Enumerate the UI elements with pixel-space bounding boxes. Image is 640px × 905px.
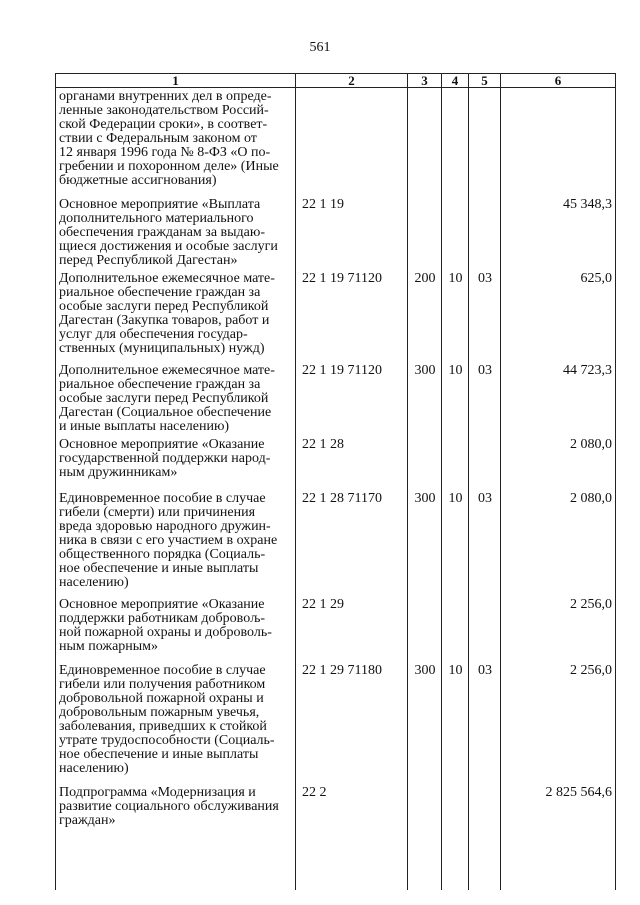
row-section-text: 10: [448, 662, 463, 678]
row-name-cell: [56, 434, 296, 488]
header-row: [56, 74, 616, 88]
row-subsection-text: 03: [478, 362, 492, 378]
row-section-cell: [442, 594, 469, 660]
filler-cell: [56, 866, 296, 890]
column-header-4: 4: [442, 74, 469, 88]
row-section-cell: [442, 268, 469, 360]
row-name-cell: [56, 488, 296, 594]
row-amount-cell: [501, 434, 616, 488]
row-code-cell: [296, 434, 408, 488]
row-name-text: Основное мероприятие «Выплата дополнительного материального обеспечения гражданам за выдаю- щиеся достижения и особые заслуги перед Республикой Дагестан»: [59, 196, 278, 268]
row-expense-type-text: 300: [414, 662, 436, 678]
row-amount-cell: [501, 88, 616, 194]
column-header-6: 6: [501, 74, 616, 88]
row-amount-cell: [501, 268, 616, 360]
row-section-text: 10: [448, 270, 463, 286]
row-name-cell: [56, 782, 296, 866]
row-code-text: 22 1 29 71180: [302, 662, 382, 678]
row-code-text: 22 1 28 71170: [302, 490, 382, 506]
row-section-text: 10: [448, 490, 463, 506]
table-body: [56, 88, 616, 890]
row-amount-cell: [501, 594, 616, 660]
row-name-text: Основное мероприятие «Оказание поддержки работникам добровољ- ной пожарной охраны и доброволь- ным пожарным»: [59, 596, 272, 654]
row-expense-type-cell: [408, 360, 442, 434]
row-name-cell: [56, 268, 296, 360]
row-code-cell: [296, 268, 408, 360]
row-section-cell: [442, 434, 469, 488]
row-name-text: Дополнительное ежемесячное мате- риальное обеспечение граждан за особые заслуги перед Республикой Дагестан (Социальное обеспечение и иные выплаты населению): [59, 362, 275, 434]
row-amount-text: 625,0: [580, 270, 612, 286]
column-header-5: 5: [469, 74, 501, 88]
row-name-text: Единовременное пособие в случае гибели (смерти) или причинения вреда здоровью народного дружин- ника в связи с его участием в охране общественного порядка (Социаль- ное обеспечение и иные выплаты населению): [59, 490, 278, 590]
row-section-cell: [442, 488, 469, 594]
row-expense-type-text: 200: [414, 270, 436, 286]
row-name-cell: [56, 660, 296, 782]
table-filler-row: [56, 866, 616, 890]
row-subsection-cell: [469, 88, 501, 194]
row-name-cell: [56, 594, 296, 660]
row-name-text: Подпрограмма «Модернизация и развитие социального обслуживания граждан»: [59, 784, 279, 828]
row-section-cell: [442, 360, 469, 434]
table-row: [56, 782, 616, 866]
row-subsection-text: 03: [478, 662, 492, 678]
row-code-text: 22 1 19: [302, 196, 344, 212]
row-expense-type-cell: [408, 782, 442, 866]
row-subsection-cell: [469, 194, 501, 268]
row-expense-type-cell: [408, 194, 442, 268]
row-subsection-text: 03: [478, 270, 492, 286]
table-row: [56, 660, 616, 782]
row-code-cell: [296, 88, 408, 194]
row-expense-type-text: 300: [414, 490, 436, 506]
row-name-cell: [56, 194, 296, 268]
row-expense-type-cell: [408, 88, 442, 194]
row-expense-type-cell: [408, 434, 442, 488]
row-amount-cell: [501, 488, 616, 594]
row-section-cell: [442, 782, 469, 866]
table-row: [56, 360, 616, 434]
row-amount-cell: [501, 660, 616, 782]
row-name-text: органами внутренних дел в опреде- ленные законодательством Россий- ской Федерации сроки», в соответ- ствии с Федеральным законом от 12 января 1996 года № 8-ФЗ «О по- гребении и похоронном деле» (Иные бюджетные ассигнования): [59, 89, 279, 188]
row-subsection-cell: [469, 268, 501, 360]
row-subsection-cell: [469, 594, 501, 660]
row-expense-type-cell: [408, 268, 442, 360]
row-code-text: 22 1 19 71120: [302, 362, 382, 378]
page-number: 561: [309, 40, 331, 55]
row-amount-cell: [501, 194, 616, 268]
row-amount-cell: [501, 782, 616, 866]
row-subsection-text: 03: [478, 490, 492, 506]
filler-cell: [501, 866, 616, 890]
row-code-cell: [296, 660, 408, 782]
table-row: [56, 194, 616, 268]
filler-cell: [296, 866, 408, 890]
table-row: [56, 268, 616, 360]
table-row: [56, 434, 616, 488]
filler-cell: [442, 866, 469, 890]
row-subsection-cell: [469, 660, 501, 782]
row-expense-type-cell: [408, 660, 442, 782]
budget-table: [55, 73, 616, 890]
row-name-cell: [56, 88, 296, 194]
table-row: [56, 488, 616, 594]
row-expense-type-cell: [408, 594, 442, 660]
filler-cell: [408, 866, 442, 890]
row-section-text: 10: [448, 362, 463, 378]
row-code-text: 22 1 19 71120: [302, 270, 382, 286]
row-amount-text: 2 256,0: [570, 596, 612, 612]
row-subsection-cell: [469, 434, 501, 488]
row-name-text: Дополнительное ежемесячное мате- риальное обеспечение граждан за особые заслуги перед Республикой Дагестан (Закупка товаров, работ и услуг для обеспечения государ- ственных (муниципальных) нужд): [59, 270, 275, 356]
row-code-cell: [296, 194, 408, 268]
table-row: [56, 594, 616, 660]
row-code-cell: [296, 594, 408, 660]
row-amount-text: 2 825 564,6: [545, 784, 612, 800]
row-amount-text: 2 080,0: [570, 490, 612, 506]
filler-cell: [469, 866, 501, 890]
row-amount-text: 2 080,0: [570, 436, 612, 452]
row-subsection-cell: [469, 360, 501, 434]
row-amount-cell: [501, 360, 616, 434]
column-header-2: 2: [296, 74, 408, 88]
row-amount-text: 2 256,0: [570, 662, 612, 678]
row-code-text: 22 1 29: [302, 596, 344, 612]
column-header-3: 3: [408, 74, 442, 88]
row-code-cell: [296, 782, 408, 866]
row-name-text: Единовременное пособие в случае гибели или получения работником добровольной пожарной охраны и добровольным пожарным увечья, заболевания, приведших к стойкой утрате трудоспособности (Социаль- ное обеспечение и иные выплаты населению): [59, 662, 275, 776]
row-expense-type-text: 300: [414, 362, 436, 378]
row-code-cell: [296, 360, 408, 434]
row-code-text: 22 2: [302, 784, 327, 800]
row-name-cell: [56, 360, 296, 434]
row-section-cell: [442, 88, 469, 194]
table-row: [56, 88, 616, 194]
row-subsection-cell: [469, 782, 501, 866]
row-code-text: 22 1 28: [302, 436, 344, 452]
row-name-text: Основное мероприятие «Оказание государственной поддержки народ- ным дружинникам»: [59, 436, 271, 480]
row-expense-type-cell: [408, 488, 442, 594]
row-subsection-cell: [469, 488, 501, 594]
row-code-cell: [296, 488, 408, 594]
row-section-cell: [442, 194, 469, 268]
row-section-cell: [442, 660, 469, 782]
column-header-1: 1: [56, 74, 296, 88]
row-amount-text: 44 723,3: [563, 362, 612, 378]
row-amount-text: 45 348,3: [563, 196, 612, 212]
